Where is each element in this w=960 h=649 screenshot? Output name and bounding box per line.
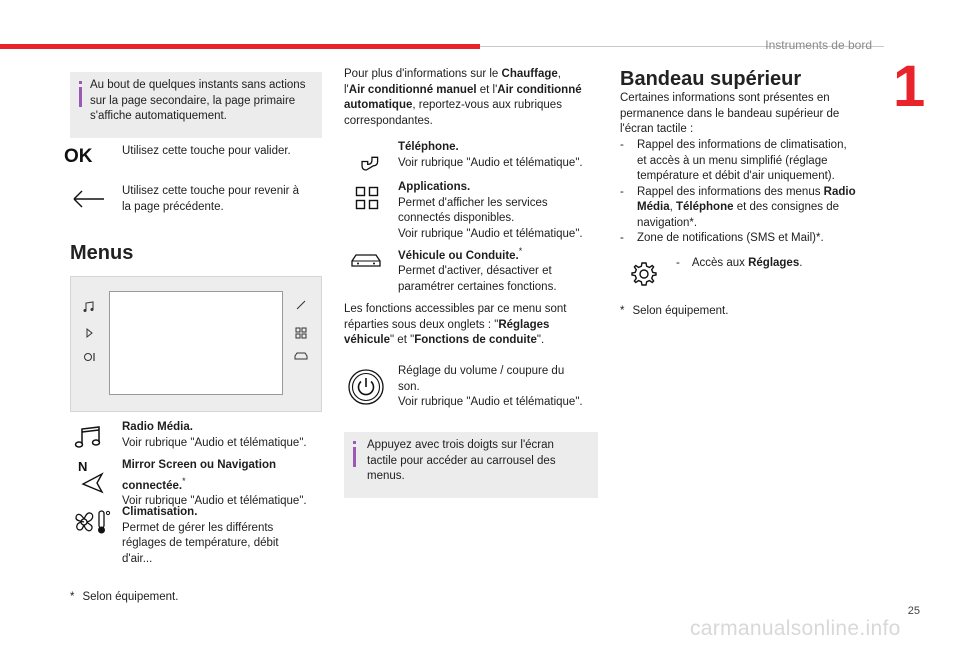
clim-title: Climatisation. [122, 506, 198, 518]
apps-description: Voir rubrique "Audio et télématique". [398, 227, 583, 240]
vehicle-description: Permet d'activer, désactiver et [398, 265, 552, 278]
phone-title: Téléphone. [398, 141, 459, 153]
info-icon [353, 441, 356, 467]
power-volume-icon[interactable] [347, 368, 385, 406]
settings-access: - Accès aux Réglages. [676, 257, 803, 269]
mirror-title: Mirror Screen ou Navigation [122, 459, 277, 471]
list-item: - Rappel des informations des menus Radio Média, Téléphone et des consignes de navigation*. [620, 185, 856, 229]
back-arrow-icon [70, 188, 106, 210]
info-line: sur la page secondaire, la page primaire [90, 94, 296, 107]
bandeau-list [620, 138, 882, 247]
radio-title: Radio Média. [122, 421, 193, 433]
menus-title: Menus [70, 242, 134, 264]
info-box-auto-return [70, 72, 322, 138]
climate-icon [72, 508, 112, 536]
bandeau-title: Bandeau supérieur [620, 68, 802, 90]
info-line: s'affiche automatiquement. [90, 110, 227, 122]
apps-description: Permet d'afficher les services [398, 196, 548, 209]
info-line: Appuyez avec trois doigts sur l'écran [367, 439, 554, 451]
back-description: Utilisez cette touche pour revenir à [122, 185, 300, 197]
vehicle-title: Véhicule ou Conduite.* [398, 246, 523, 262]
info-line: Au bout de quelques instants sans actions [90, 79, 306, 91]
apps-description: connectés disponibles. [398, 212, 515, 224]
apps-title: Applications. [398, 181, 471, 193]
footnote: * Selon équipement. [70, 591, 179, 603]
ok-description: Utilisez cette touche pour valider. [122, 145, 291, 157]
gear-icon[interactable] [630, 260, 658, 288]
apps-icon [355, 186, 379, 210]
volume-description: Voir rubrique "Audio et télématique". [398, 396, 583, 408]
music-note-icon [74, 424, 104, 450]
volume-description: Réglage du volume / coupure du [398, 365, 565, 377]
tabs-paragraph: Les fonctions accessibles par ce menu sont réparties sous deux onglets : "Réglages véhicule" et "Fonctions de conduite". [344, 303, 567, 346]
ok-icon: OK [64, 146, 93, 167]
watermark: carmanualsonline.info [690, 617, 901, 640]
vehicle-description: paramétrer certaines fonctions. [398, 280, 557, 293]
navigation-icon [83, 327, 95, 339]
music-note-icon [83, 301, 95, 313]
volume-description: son. [398, 380, 420, 393]
clim-description: d'air... [122, 552, 153, 565]
list-item: - Zone de notifications (SMS et Mail)*. [620, 232, 824, 244]
bandeau-intro: l'écran tactile : [620, 123, 694, 135]
phone-icon [295, 299, 307, 311]
info-line: menus. [367, 470, 405, 482]
phone-description: Voir rubrique "Audio et télématique". [398, 156, 583, 169]
apps-icon [295, 327, 307, 339]
clim-description: Permet de gérer les différents [122, 521, 274, 534]
list-item: - Rappel des informations de climatisation, et accès à un menu simplifié (réglage température et débit d'air uniquement). [620, 139, 847, 182]
page-number: 25 [907, 605, 920, 617]
climate-icon [83, 351, 97, 363]
mirror-navigation-icon: N [76, 460, 108, 494]
intro-paragraph: Pour plus d'informations sur le Chauffage, l'Air conditionné manuel et l'Air conditionné automatique, reportez-vous aux rubriques correspondantes. [344, 68, 582, 127]
chapter-number: 1 [893, 54, 926, 119]
header-red-bar [0, 44, 480, 49]
car-icon [294, 351, 308, 361]
info-line: tactile pour accéder au carrousel des [367, 454, 556, 467]
bandeau-intro: Certaines informations sont présentes en [620, 92, 830, 104]
phone-icon [353, 144, 381, 172]
info-icon [79, 81, 82, 107]
touchscreen-illustration [70, 276, 322, 412]
bandeau-intro: permanence dans le bandeau supérieur de [620, 107, 840, 120]
info-box-carousel [344, 432, 598, 498]
radio-description: Voir rubrique "Audio et télématique". [122, 436, 307, 449]
clim-description: réglages de température, débit [122, 537, 279, 549]
footnote: * Selon équipement. [620, 305, 729, 317]
header-title: Instruments de bord [765, 38, 872, 52]
mirror-description: Voir rubrique "Audio et télématique". [122, 494, 307, 507]
back-description: la page précédente. [122, 200, 224, 213]
car-icon [350, 252, 382, 270]
screen-display [109, 291, 283, 395]
mirror-title: connectée.* [122, 475, 186, 492]
